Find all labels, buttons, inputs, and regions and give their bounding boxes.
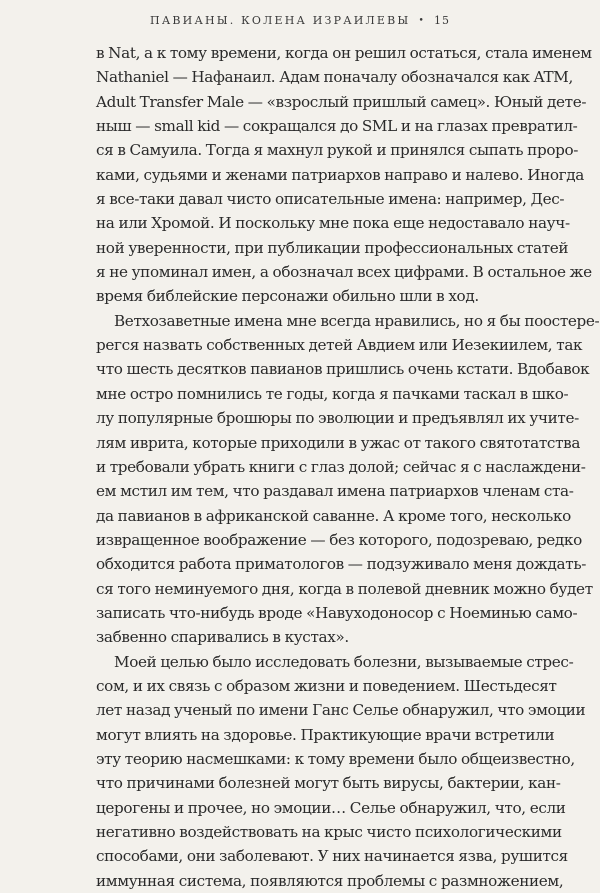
text-line: сом, и их связь с образом жизни и поведением. Шестьдесят — [96, 676, 557, 695]
text-line: время библейские персонажи обильно шли в ход. — [96, 287, 479, 306]
text-line: ся в Самуила. Тогда я махнул рукой и принялся сыпать проро- — [96, 141, 579, 160]
running-head-title: ПАВИАНЫ. КОЛЕНА ИЗРАИЛЕВЫ — [150, 14, 411, 27]
text-line: Nathaniel — Нафанаил. Адам поначалу обозначался как ATM, — [96, 68, 573, 87]
bullet-separator: • — [418, 16, 426, 26]
text-line: в Nat, а к тому времени, когда он решил остаться, стала именем — [96, 44, 592, 62]
text-line: регся назвать собственных детей Авдием или Иезекиилем, так — [96, 336, 583, 355]
text-line: мне остро помнились те годы, когда я пачками таскал в шко- — [96, 384, 569, 403]
paragraph-3 — [96, 650, 586, 893]
text-line: ками, судьями и женами патриархов направо и налево. Иногда — [96, 165, 584, 184]
body-text — [96, 41, 600, 893]
text-line: церогены и прочее, но эмоции… Селье обнаружил, что, если — [96, 798, 566, 817]
text-line: я все-таки давал чисто описательные имена: например, Дес- — [96, 190, 565, 209]
text-line: ной уверенности, при публикации профессиональных статей — [96, 238, 569, 257]
text-line: я не упоминал имен, а обозначал всех цифрами. В остальное же — [96, 263, 592, 282]
text-line: ныш — small kid — сокращался до SML и на глазах превратил- — [96, 117, 578, 136]
text-line: извращенное воображение — без которого, подозреваю, редко — [96, 530, 582, 549]
text-line: Adult Transfer Male — «взрослый пришлый самец». Юный дете- — [96, 92, 587, 111]
text-line: лет назад ученый по имени Ганс Селье обнаружил, что эмоции — [96, 701, 586, 720]
text-line: да павианов в африканской саванне. А кроме того, несколько — [96, 506, 571, 525]
text-line: что причинами болезней могут быть вирусы, бактерии, кан- — [96, 774, 561, 793]
paragraph-1 — [96, 41, 592, 309]
text-line: лу популярные брошюры по эволюции и предъявлял их учите- — [96, 409, 579, 428]
text-line: обходится работа приматологов — подзуживало меня дождать- — [96, 555, 587, 574]
text-line: негативно воздействовать на крыс чисто психологическими — [96, 823, 562, 841]
text-line: ся того неминуемого дня, когда в полевой дневник можно будет — [96, 579, 593, 598]
text-line: забвенно спаривались в кустах». — [96, 628, 349, 647]
text-line: Ветхозаветные имена мне всегда нравились, но я бы поостере- — [114, 311, 600, 330]
text-line: на или Хромой. И поскольку мне пока еще недоставало науч- — [96, 214, 570, 233]
text-line: что шесть десятков павианов пришлись очень кстати. Вдобавок — [96, 360, 590, 379]
text-line: способами, они заболевают. У них начинается язва, рушится — [96, 847, 568, 866]
text-line: эту теорию насмешками: к тому времени было общеизвестно, — [96, 749, 575, 768]
text-line: Моей целью было исследовать болезни, вызываемые стрес- — [114, 652, 574, 671]
running-head — [0, 14, 600, 27]
text-line: и требовали убрать книги с глаз долой; сейчас я с наслаждени- — [96, 457, 586, 476]
text-line: могут влиять на здоровье. Практикующие врачи встретили — [96, 725, 555, 744]
text-line: иммунная система, появляются проблемы с размножением, — [96, 871, 564, 890]
text-line: записать что-нибудь вроде «Навуходоносор с Ноеминью само- — [96, 603, 578, 622]
page-number: 15 — [433, 14, 450, 27]
text-line: ем мстил им тем, что раздавал имена патриархов членам ста- — [96, 482, 574, 501]
text-line: лям иврита, которые приходили в ужас от такого святотатства — [96, 433, 581, 452]
paragraph-2 — [96, 309, 600, 650]
